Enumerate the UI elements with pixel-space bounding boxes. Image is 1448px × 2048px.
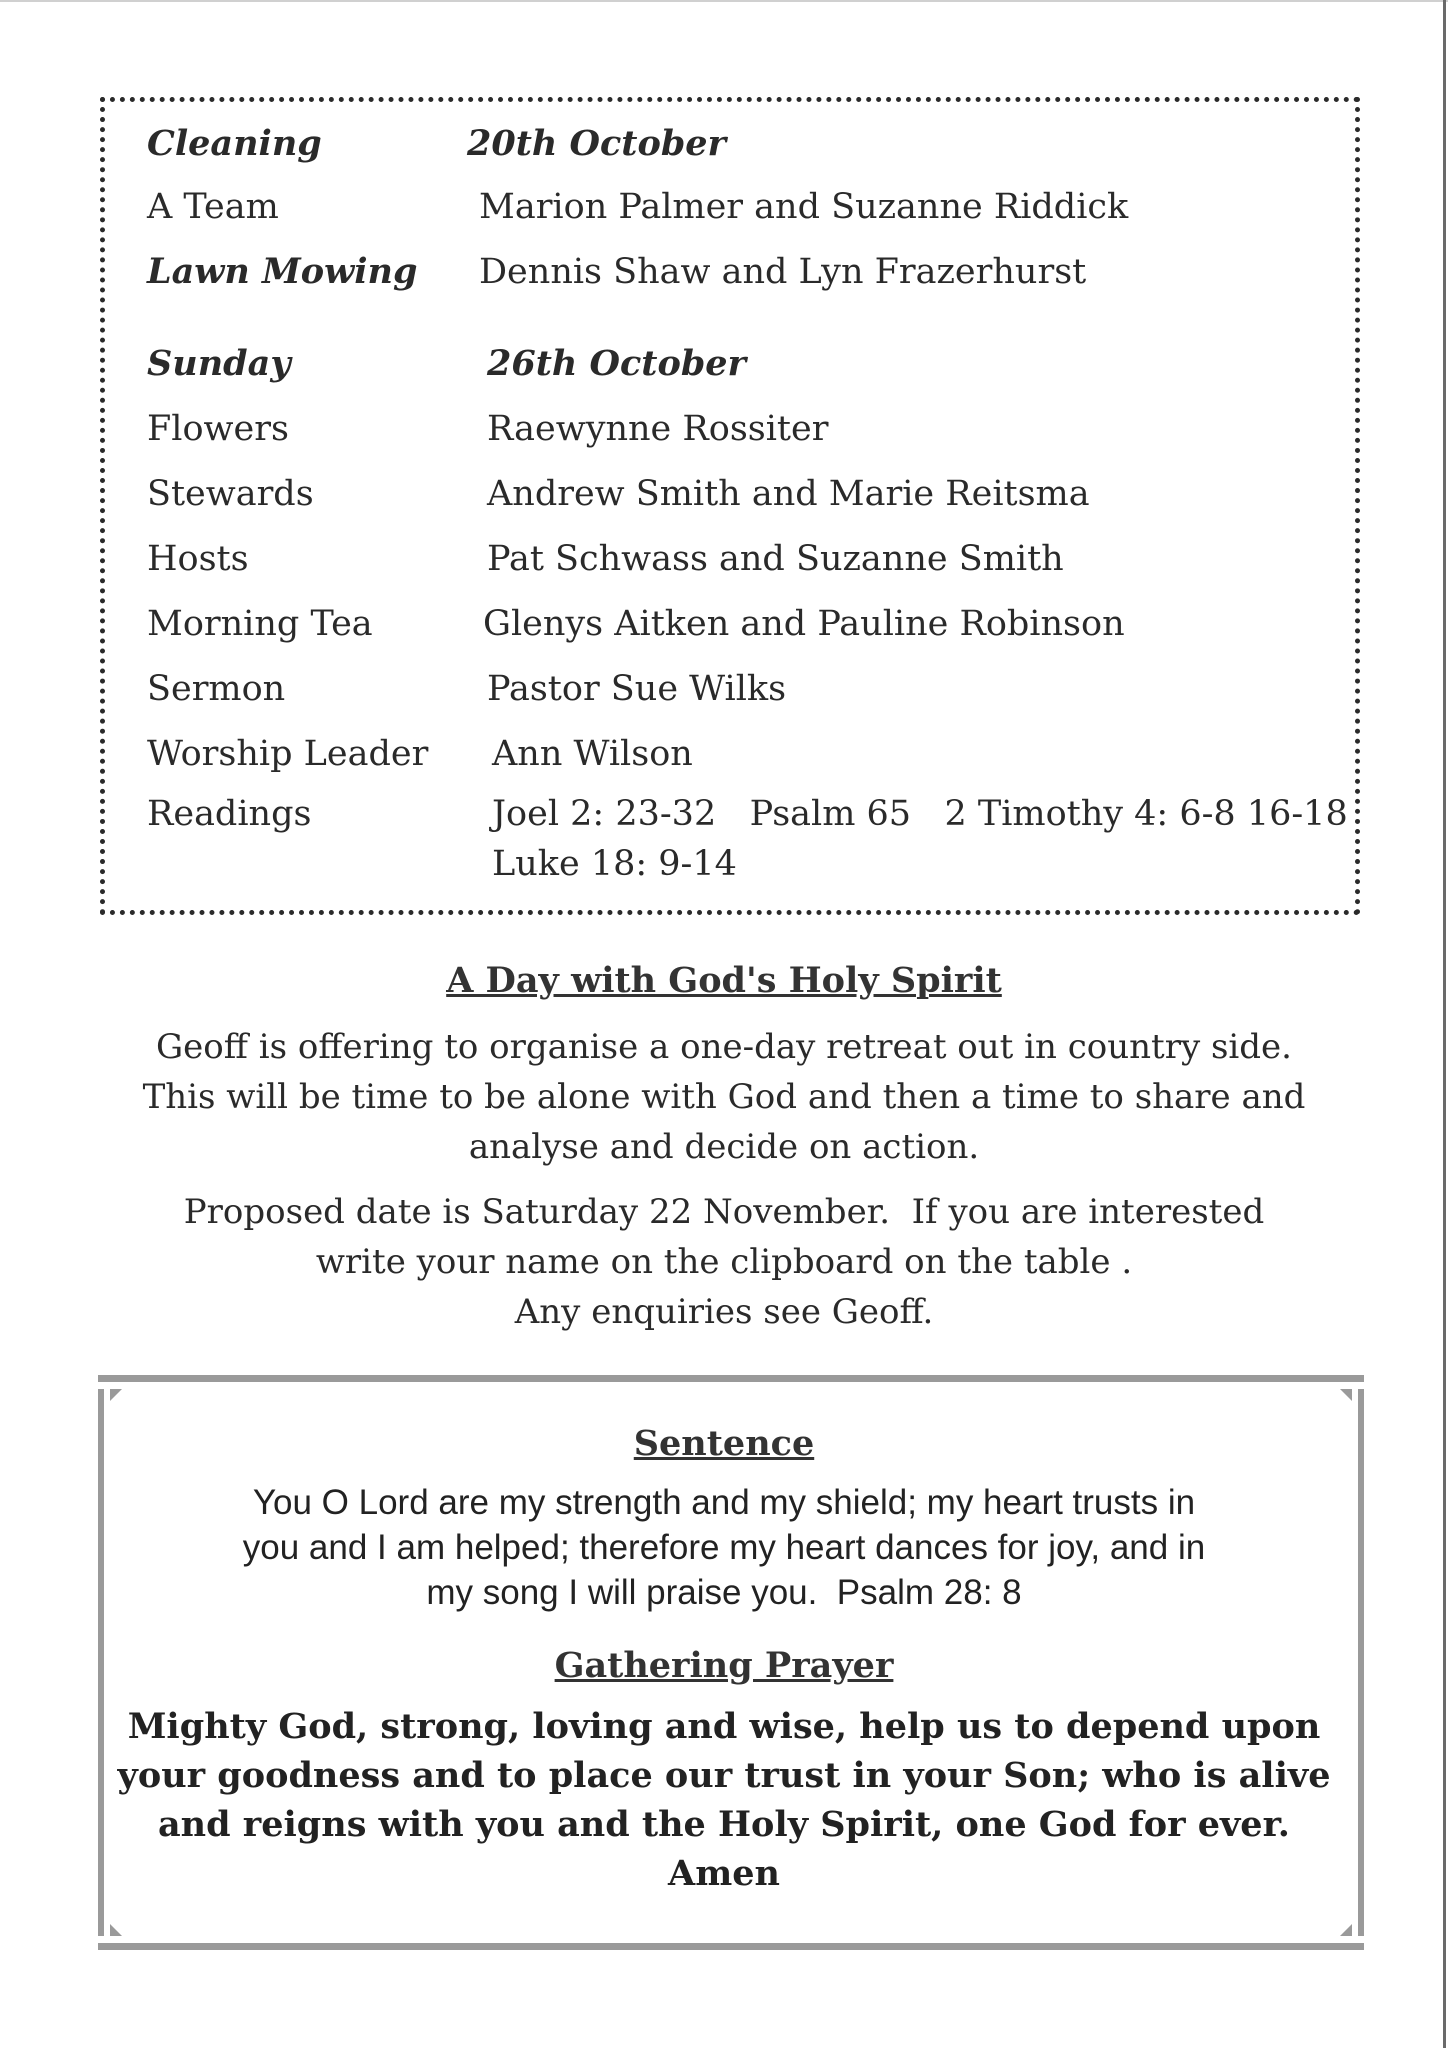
roster-role: Stewards [147,474,314,514]
prayer-text [0,1702,1448,1898]
cleaning-heading-row [147,123,726,164]
roster-role: Hosts [147,539,249,579]
page-top-edge [0,0,1448,2]
sunday-heading: Sunday [147,343,291,384]
roster-row [147,734,693,774]
sunday-date: 26th October [487,343,746,384]
text-line: You O Lord are my strength and my shield; my heart trusts in [252,1483,1196,1522]
roster-names: Pastor Sue Wilks [487,669,787,709]
roster-role: Lawn Mowing [147,251,418,292]
text-line: your goodness and to place our trust in your Son; who is alive [117,1755,1331,1796]
text-line: This will be time to be alone with God and then a time to share and [142,1077,1306,1117]
prayer-title: Gathering Prayer [554,1645,894,1686]
roster-row [147,539,1064,579]
text-line: write your name on the clipboard on the table . [315,1242,1133,1282]
roster-names: Raewynne Rossiter [487,409,829,449]
roster-row [147,604,1125,644]
text-line: Amen [668,1853,780,1894]
frame-top-border [98,1375,1364,1382]
roster-row [147,409,829,449]
frame-bottom-border [98,1943,1364,1950]
text-line: analyse and decide on action. [468,1127,980,1167]
roster-names: Glenys Aitken and Pauline Robinson [483,604,1125,644]
announcement-para2 [0,1187,1448,1337]
roster-names-line2: Luke 18: 9-14 [492,844,737,884]
roster-box [100,97,1360,915]
sentence-text [0,1480,1448,1615]
roster-role: A Team [147,187,279,227]
roster-row [147,251,1087,292]
roster-names: Marion Palmer and Suzanne Riddick [479,187,1129,227]
roster-role: Morning Tea [147,604,373,644]
cleaning-date: 20th October [467,123,726,164]
roster-row [147,794,1348,884]
roster-row [147,474,1090,514]
corner-ornament [1340,1389,1352,1401]
roster-role: Worship Leader [147,734,429,774]
roster-row [147,187,1129,227]
sentence-title: Sentence [633,1423,815,1464]
cleaning-heading: Cleaning [147,123,322,164]
sunday-heading-row [147,343,746,384]
roster-role: Sermon [147,669,286,709]
roster-names: Ann Wilson [492,734,693,774]
roster-names: Joel 2: 23-32 Psalm 65 2 Timothy 4: 6-8 16-18 [492,794,1348,834]
roster-names: Dennis Shaw and Lyn Frazerhurst [479,252,1087,292]
text-line: Mighty God, strong, loving and wise, help us to depend upon [127,1706,1321,1747]
roster-names: Andrew Smith and Marie Reitsma [487,474,1090,514]
text-line: Any enquiries see Geoff. [514,1292,934,1332]
announcement-title: A Day with God's Holy Spirit [446,960,1002,1001]
text-line: Geoff is offering to organise a one-day retreat out in country side. [156,1027,1292,1067]
roster-role: Readings [147,794,312,834]
corner-ornament [1340,1924,1352,1936]
corner-ornament [110,1389,122,1401]
text-line: Proposed date is Saturday 22 November. If you are interested [183,1192,1265,1232]
roster-role: Flowers [147,409,289,449]
roster-names: Pat Schwass and Suzanne Smith [487,539,1064,579]
text-line: you and I am helped; therefore my heart dances for joy, and in [242,1528,1206,1567]
text-line: and reigns with you and the Holy Spirit, one God for ever. [158,1804,1290,1845]
announcement-para1 [0,1022,1448,1172]
text-line: my song I will praise you. Psalm 28: 8 [426,1573,1022,1612]
roster-row [147,669,787,709]
corner-ornament [110,1924,122,1936]
